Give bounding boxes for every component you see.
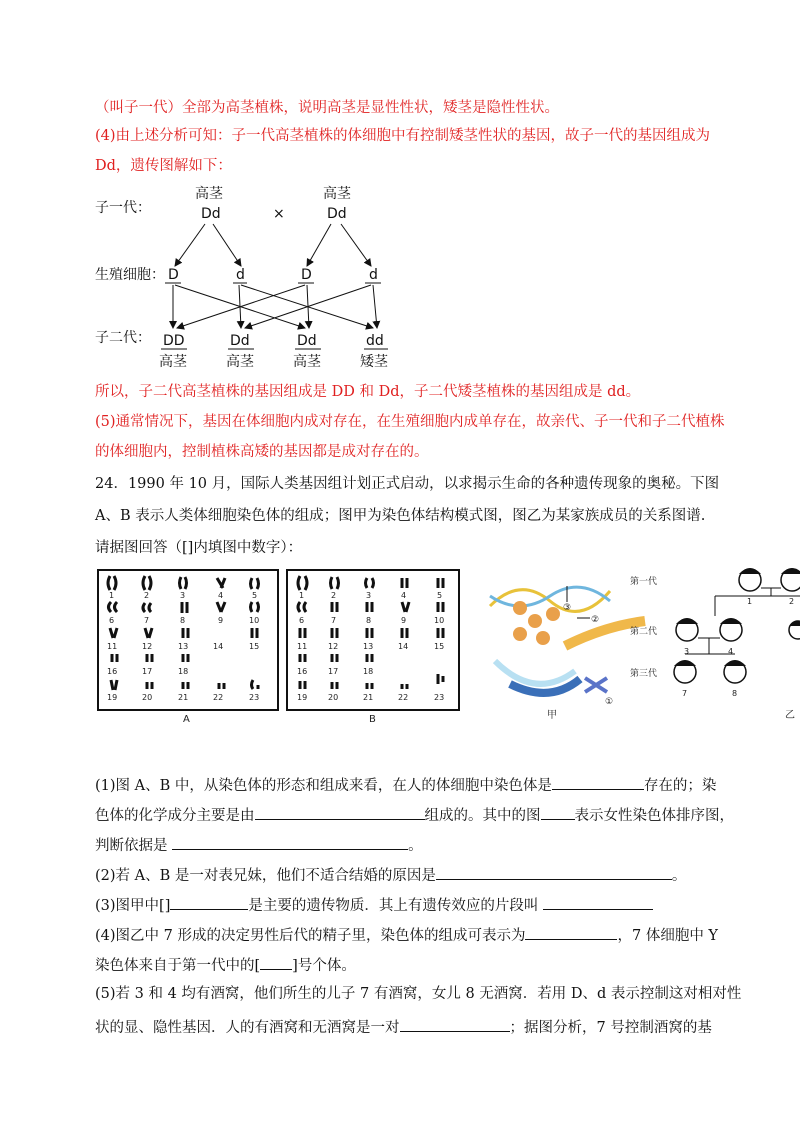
offspring-3-trait: 高茎 (293, 354, 321, 370)
svg-text:1: 1 (109, 591, 115, 600)
q5b-pre: 状的显、隐性基因．人的有酒窝和无酒窝是一对 (95, 1020, 400, 1036)
jia-caption: 甲 (547, 710, 557, 721)
svg-text:3: 3 (180, 591, 186, 600)
q3-line (95, 894, 653, 916)
q1-blank-3[interactable] (541, 804, 575, 820)
q4b-post: ]号个体。 (292, 958, 356, 974)
svg-text:2: 2 (331, 591, 337, 600)
svg-text:19: 19 (297, 693, 308, 702)
jia-label-2: ② (591, 615, 600, 625)
answer-line-6: 的体细胞内，控制植株高矮的基因都是成对存在的。 (95, 444, 429, 460)
svg-text:10: 10 (434, 616, 445, 625)
q1c-pre: 判断依据是 (95, 838, 168, 854)
svg-text:5: 5 (437, 591, 443, 600)
gen-2-label: 第二代 (630, 627, 658, 637)
yi-caption: 乙 (785, 710, 795, 721)
svg-text:15: 15 (434, 642, 445, 651)
chromosome-structure-jia (490, 586, 645, 721)
q2-blank[interactable] (436, 864, 672, 880)
row-label-f1: 子一代： (95, 200, 151, 216)
svg-text:2: 2 (144, 591, 150, 600)
q1-line-1 (95, 774, 716, 796)
offspring-2-trait: 高茎 (226, 354, 254, 370)
svg-text:13: 13 (178, 642, 189, 651)
person-3: 3 (684, 647, 690, 656)
q24-line-3: 请据图回答（[]内填图中数字）： (95, 540, 303, 556)
q1-blank-4[interactable] (172, 834, 408, 850)
q3-mid: 是主要的遗传物质．其上有遗传效应的片段叫 (248, 898, 539, 914)
row-label-gametes: 生殖细胞： (95, 267, 165, 283)
svg-text:7: 7 (144, 616, 150, 625)
svg-text:21: 21 (178, 693, 189, 702)
pedigree-yi (630, 568, 800, 721)
karyotype-b (287, 570, 459, 725)
svg-text:1: 1 (299, 591, 305, 600)
q2-pre: (2)若 A、B 是一对表兄妹，他们不适合结婚的原因是 (95, 868, 436, 884)
svg-text:12: 12 (142, 642, 153, 651)
parent-left-trait: 高茎 (195, 186, 223, 202)
q1-line-3 (95, 834, 423, 856)
answer-line-2: (4)由上述分析可知：子一代高茎植株的体细胞中有控制矮茎性状的基因，故子一代的基因组成为 (95, 128, 711, 144)
jia-label-3: ③ (563, 603, 572, 613)
q4b-pre: 染色体来自于第一代中的[ (95, 958, 261, 974)
q1a-post: 存在的；染 (643, 778, 717, 794)
svg-text:4: 4 (218, 591, 224, 600)
offspring-4-trait: 矮茎 (360, 354, 388, 370)
q24-line-1: 24．1990 年 10 月，国际人类基因组计划正式启动，以求揭示生命的各种遗传现象的奥秘。下图 (95, 476, 720, 492)
offspring-3-genotype: Dd (297, 333, 317, 349)
panel-b-label: B (369, 714, 376, 725)
answer-line-3: Dd，遗传图解如下： (95, 158, 232, 174)
offspring-4-genotype: dd (366, 333, 384, 349)
svg-text:6: 6 (109, 616, 115, 625)
person-4: 4 (728, 647, 734, 656)
gamete-1: D (168, 267, 179, 283)
q4-blank-1[interactable] (525, 924, 617, 940)
svg-text:11: 11 (297, 642, 308, 651)
svg-text:20: 20 (328, 693, 339, 702)
q2-post: 。 (671, 868, 687, 884)
q4a-post: ，7 体细胞中 Y (617, 928, 718, 944)
svg-text:9: 9 (218, 616, 224, 625)
offspring-2-genotype: Dd (230, 333, 250, 349)
svg-text:22: 22 (398, 693, 409, 702)
q4-line-1 (95, 924, 718, 946)
q3-blank-2[interactable] (543, 894, 653, 910)
jia-label-1: ① (605, 697, 614, 707)
svg-text:16: 16 (107, 667, 118, 676)
q4a-pre: (4)图乙中 7 形成的决定男性后代的精子里，染色体的组成可表示为 (95, 928, 526, 944)
q5-line-1: (5)若 3 和 4 均有酒窝，他们所生的儿子 7 有酒窝，女儿 8 无酒窝．若用 D、d 表示控制这对相对性 (95, 986, 742, 1002)
panel-a-label: A (183, 714, 190, 725)
q1b-pre: 色体的化学成分主要是由 (95, 808, 255, 824)
svg-text:20: 20 (142, 693, 153, 702)
svg-text:23: 23 (249, 693, 260, 702)
cross-symbol: × (273, 206, 285, 222)
offspring-1-trait: 高茎 (159, 354, 187, 370)
svg-text:4: 4 (401, 591, 407, 600)
svg-text:18: 18 (178, 667, 189, 676)
answer-line-4: 所以，子二代高茎植株的基因组成是 DD 和 Dd，子二代矮茎植株的基因组成是 dd。 (95, 384, 641, 400)
svg-text:13: 13 (363, 642, 374, 651)
gen-1-label: 第一代 (630, 577, 658, 587)
person-1: 1 (747, 597, 753, 606)
svg-text:3: 3 (366, 591, 372, 600)
q1a-pre: (1)图 A、B 中，从染色体的形态和组成来看，在人的体细胞中染色体是 (95, 778, 552, 794)
parent-right-genotype: Dd (327, 206, 347, 222)
q1b-post: 表示女性染色体排序图， (574, 808, 734, 824)
svg-text:17: 17 (328, 667, 339, 676)
svg-text:8: 8 (180, 616, 186, 625)
svg-text:23: 23 (434, 693, 445, 702)
q2-line (95, 864, 686, 886)
svg-text:12: 12 (328, 642, 339, 651)
q24-line-2: A、B 表示人类体细胞染色体的组成；图甲为染色体结构模式图，图乙为某家族成员的关系图谱. (95, 508, 706, 524)
q4-blank-2[interactable] (260, 954, 292, 970)
svg-text:14: 14 (213, 642, 224, 651)
parent-left-genotype: Dd (201, 206, 221, 222)
q4-line-2 (95, 954, 356, 976)
person-2: 2 (789, 597, 795, 606)
q1-blank-2[interactable] (255, 804, 425, 820)
row-label-f2: 子二代： (95, 330, 151, 346)
offspring-1-genotype: DD (163, 333, 185, 349)
gamete-2: d (236, 267, 245, 283)
gen-3-label: 第三代 (630, 669, 658, 679)
svg-text:17: 17 (142, 667, 153, 676)
svg-text:22: 22 (213, 693, 224, 702)
person-8: 8 (732, 689, 738, 698)
q5b-post: ；据图分析，7 号控制酒窝的基 (509, 1020, 712, 1036)
svg-text:9: 9 (401, 616, 407, 625)
karyotype-a (98, 570, 278, 725)
svg-text:5: 5 (252, 591, 258, 600)
svg-text:11: 11 (107, 642, 118, 651)
q5-line-2 (95, 1016, 712, 1038)
svg-text:21: 21 (363, 693, 374, 702)
person-7: 7 (682, 689, 688, 698)
answer-line-1: （叫子一代）全部为高茎植株，说明高茎是显性性状，矮茎是隐性性状。 (95, 100, 559, 116)
svg-text:8: 8 (366, 616, 372, 625)
svg-text:6: 6 (299, 616, 305, 625)
svg-text:7: 7 (331, 616, 337, 625)
q1b-mid: 组成的。其中的图 (424, 808, 541, 824)
q5-blank[interactable] (400, 1016, 510, 1032)
gamete-3: D (301, 267, 312, 283)
svg-text:15: 15 (249, 642, 260, 651)
svg-text:19: 19 (107, 693, 118, 702)
q1-line-2 (95, 804, 734, 826)
q1c-post: 。 (408, 838, 423, 854)
q3-pre: (3)图甲中[] (95, 898, 171, 914)
q1-blank-1[interactable] (552, 774, 644, 790)
svg-text:10: 10 (249, 616, 260, 625)
answer-line-5: (5)通常情况下，基因在体细胞内成对存在，在生殖细胞内成单存在，故亲代、子一代和子二代植株 (95, 414, 725, 430)
gamete-4: d (369, 267, 378, 283)
svg-text:14: 14 (398, 642, 409, 651)
parent-right-trait: 高茎 (323, 186, 351, 202)
figures-panel (95, 566, 800, 726)
svg-text:16: 16 (297, 667, 308, 676)
genetic-cross-diagram (95, 180, 435, 380)
q3-blank-1[interactable] (170, 894, 248, 910)
svg-text:18: 18 (363, 667, 374, 676)
